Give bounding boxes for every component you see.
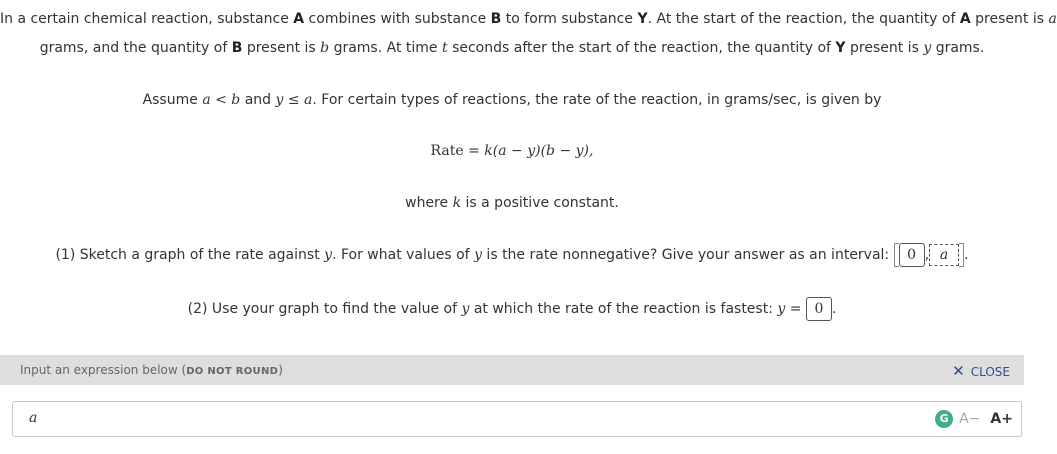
increase-font-button[interactable]: A+	[990, 411, 1013, 427]
decrease-font-button[interactable]: A−	[959, 411, 981, 427]
question-2: (2) Use your graph to find the value of y at which the rate of the reaction is fastest: y = 0 .	[0, 297, 1024, 321]
x-icon: ✕	[952, 362, 965, 380]
assumption-line: Assume a < b and y ≤ a. For certain types of reactions, the rate of the reaction, in grams/sec, is given by	[142, 92, 882, 108]
problem-line-1: In a certain chemical reaction, substance A combines with substance B to form substance Y. At the start of the reaction, the quantity of A present is a	[0, 11, 1057, 27]
close-button[interactable]: ✕ CLOSE	[952, 362, 1010, 380]
expression-input-field[interactable]	[12, 401, 1022, 437]
fastest-y-answer-box[interactable]: 0	[806, 297, 832, 321]
input-instruction-label: Input an expression below (DO NOT ROUND)	[20, 363, 283, 377]
rate-formula: Rate = k(a − y)(b − y),	[430, 143, 594, 159]
where-line: where k is a positive constant.	[405, 195, 619, 211]
interval-left-bracket	[894, 243, 899, 267]
grammar-assist-icon[interactable]: G	[935, 410, 953, 428]
input-instruction-bar	[0, 355, 1024, 385]
question-1: (1) Sketch a graph of the rate against y. For what values of y is the rate nonnegative? Give your answer as an interval: 0 , a .	[0, 243, 1024, 267]
interval-left-answer-box[interactable]: 0	[899, 243, 925, 267]
expression-input-value[interactable]: a	[29, 410, 38, 426]
interval-right-answer-box[interactable]: a	[929, 244, 959, 266]
input-tools	[935, 410, 1013, 428]
problem-line-2: grams, and the quantity of B present is b grams. At time t seconds after the start of the reaction, the quantity of Y present is y grams.	[39, 40, 985, 56]
